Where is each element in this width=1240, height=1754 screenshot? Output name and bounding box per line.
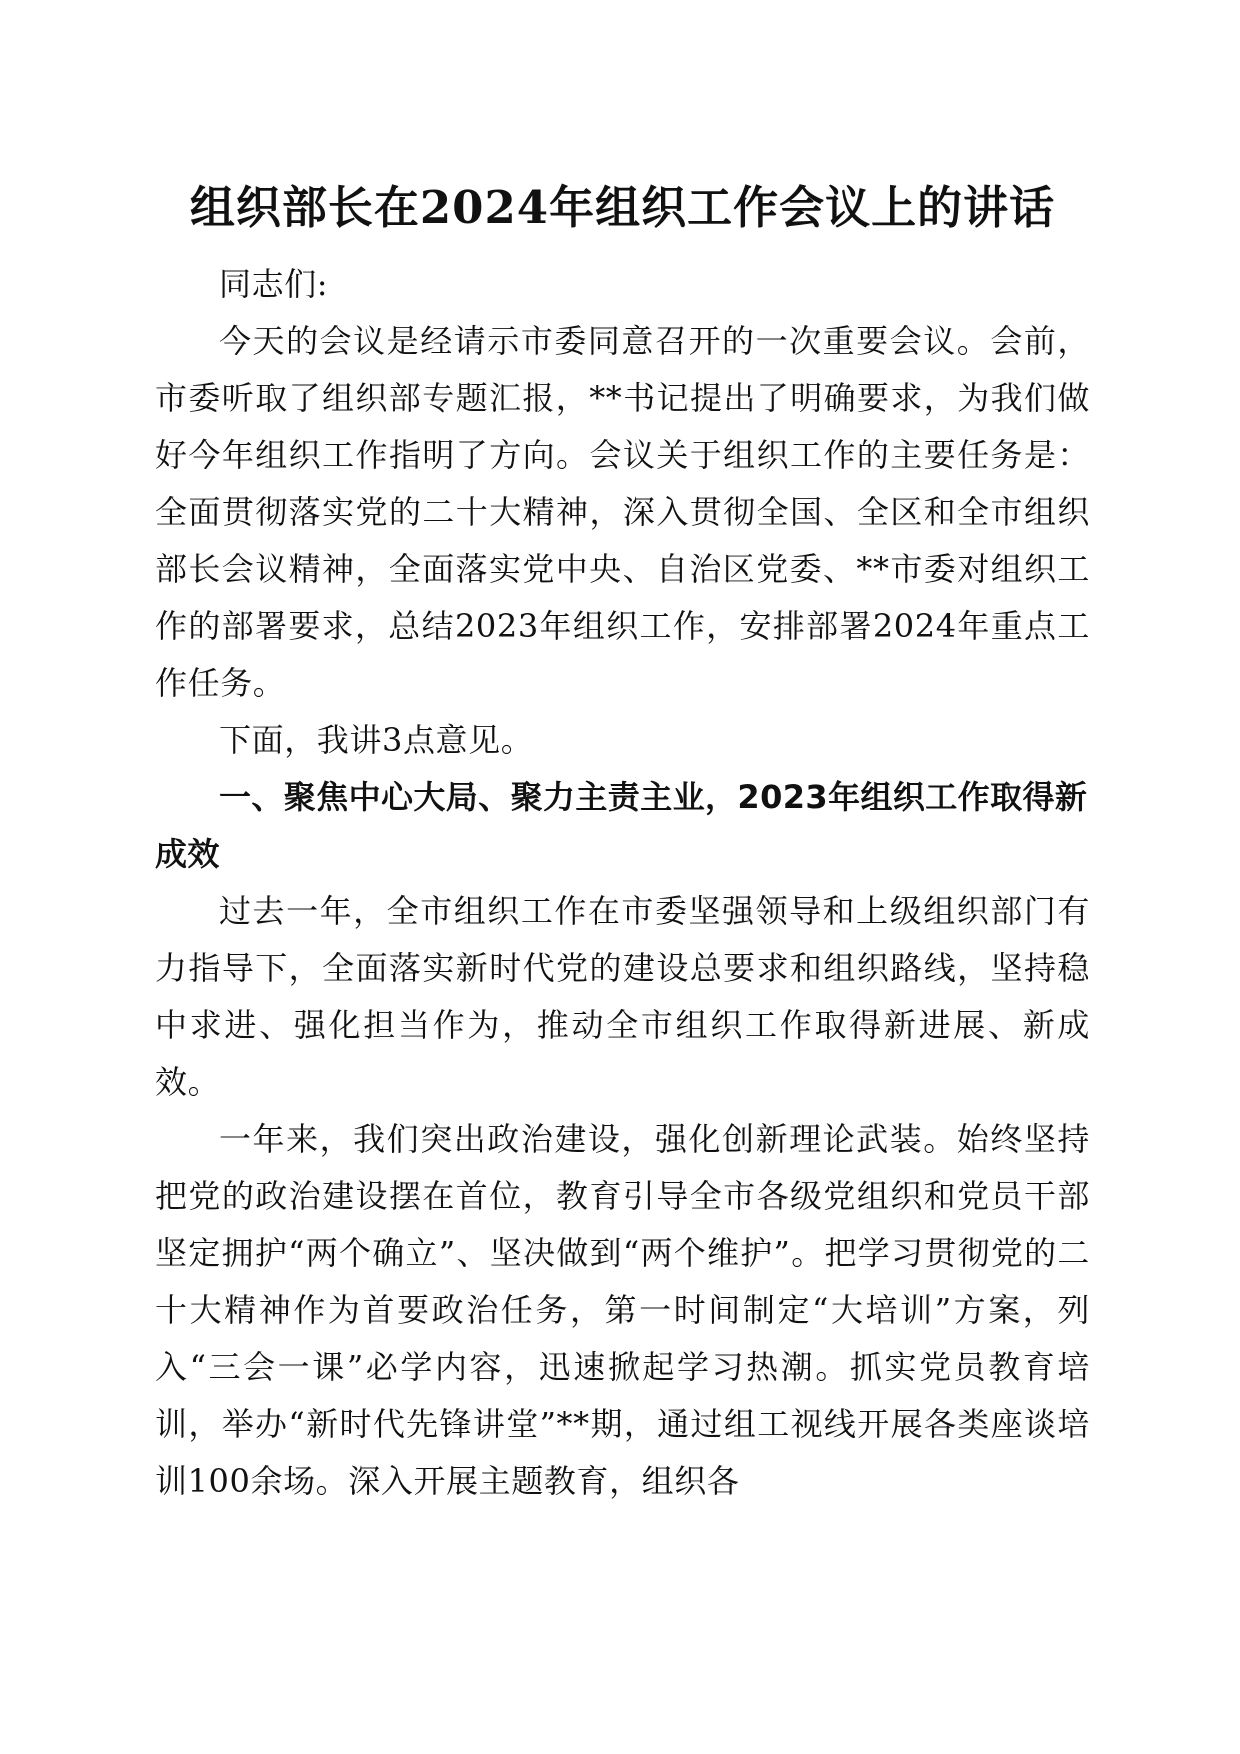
document-title: 组织部长在2024年组织工作会议上的讲话 xyxy=(189,181,1056,234)
section-1-paragraph-2: 一年来，我们突出政治建设，强化创新理论武装。始终坚持把党的政治建设摆在首位，教育引导全市各级党组织和党员干部坚定拥护“两个确立”、坚决做到“两个维护”。把学习贯彻党的二十大精神作为首要政治任务，第一时间制定“大培训”方案，列入“三会一课”必学内容，迅速掀起学习热潮。抓实党员教育培训，举办“新时代先锋讲堂”**期，通过组工视线开展各类座谈培训100余场。深入开展主题教育，组织各 xyxy=(155,1120,1090,1500)
opinions-intro-paragraph: 下面，我讲3点意见。 xyxy=(219,721,534,759)
intro-paragraph: 今天的会议是经请示市委同意召开的一次重要会议。会前，市委听取了组织部专题汇报，**书记提出了明确要求，为我们做好今年组织工作指明了方向。会议关于组织工作的主要任务是：全面贯彻落实党的二十大精神，深入贯彻全国、全区和全市组织部长会议精神，全面落实党中央、自治区党委、**市委对组织工作的部署要求，总结2023年组织工作，安排部署2024年重点工作任务。 xyxy=(155,322,1090,702)
section-1-heading: 一、聚焦中心大局、聚力主责主业，2023年组织工作取得新成效 xyxy=(155,778,1088,873)
salutation: 同志们: xyxy=(219,265,329,303)
section-1-paragraph-1: 过去一年，全市组织工作在市委坚强领导和上级组织部门有力指导下，全面落实新时代党的建设总要求和组织路线，坚持稳中求进、强化担当作为，推动全市组织工作取得新进展、新成效。 xyxy=(155,892,1090,1101)
